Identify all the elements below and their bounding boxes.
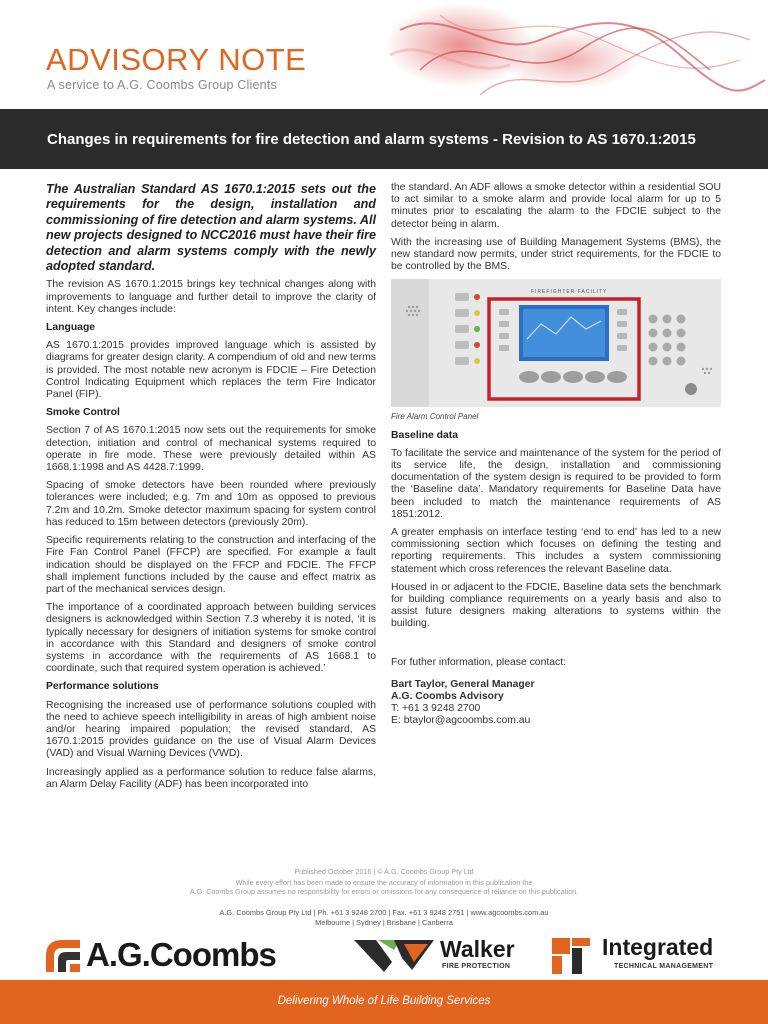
integrated-wordmark: Integrated — [602, 934, 714, 960]
contact-intro: For futher information, please contact: — [391, 656, 566, 668]
image-caption: Fire Alarm Control Panel — [391, 412, 479, 422]
paragraph: Specific requirements relating to the construction and interfacing of the Fire Fan Control Panel (FFCP) are specified. For example a fault indication should be displayed on the FFCP and FDCIE. The FFCP shall implement functions included by the cause and effect matrix as part of the mechanical services design. — [46, 535, 376, 595]
walker-mark-icon — [354, 940, 434, 972]
headline: Changes in requirements for fire detection and alarm systems - Revision to AS 1670.1:2015 — [47, 131, 696, 148]
walker-subtitle: FIRE PROTECTION — [442, 963, 511, 970]
contact-company: A.G. Coombs Advisory — [391, 691, 504, 703]
integrated-mark-icon — [552, 938, 592, 974]
right-column — [391, 182, 721, 728]
paragraph: the standard. An ADF allows a smoke detector within a residential SOU to act similar to a smoke alarm and provide local alarm for up to 5 minutes prior to escalating the alarm to the FDCIE subject to the detector being in alarm. — [391, 182, 721, 230]
section-heading-smoke-control: Smoke Control — [46, 407, 120, 419]
contact-name: Bart Taylor, General Manager — [391, 678, 535, 690]
integrated-subtitle: TECHNICAL MANAGEMENT — [614, 963, 714, 970]
ag-coombs-logo — [46, 936, 326, 974]
footer-disclaimer-line2: A.G. Coombs Group assumes no responsibility for errors or omissions for any consequence of reliance on this publication. — [189, 887, 579, 896]
fire-panel-illustration — [391, 279, 721, 407]
paragraph: Recognising the increased use of performance solutions coupled with the need to achieve speech intelligibility in areas of high ambient noise and/or hearing impaired population; the revised standard, AS 1670.1:2015 provides guidance on the use of Visual Alarm Devices (VAD) and Visual Warning Devices (VWD). — [46, 699, 376, 760]
paragraph: The revision AS 1670.1:2015 brings key technical changes along with improvements to language and further detail to improve the clarity of intent. Key changes include: — [46, 279, 376, 315]
walker-logo — [354, 938, 524, 974]
fire-panel-photo — [391, 279, 721, 407]
coombs-wordmark: A.G.Coombs — [86, 936, 276, 973]
left-column — [46, 182, 376, 797]
coombs-mark-icon — [46, 940, 80, 972]
footer-cities: Melbourne | Sydney | Brisbane | Canberra — [315, 918, 453, 927]
paragraph: Spacing of smoke detectors have been rounded where previously tolerances were included; e.g. 7m and 10m as opposed to previous 7.2m and 10.2m. Smoke detector maximum spacing for system control has reduced to 15m between detectors (previously 20m). — [46, 480, 376, 528]
paragraph: To facilitate the service and maintenance of the system for the period of its service life, the design, installation and commissioning documentation of the system design is required to be provided to form the ‘Baseline data’. Mandatory requirements for Baseline Data have been included to match the maintenance requirements of AS 1851:2012. — [391, 447, 721, 520]
footer-published: Published October 2016 | © A.G. Coombs Group Pty Ltd — [294, 867, 474, 876]
footer-tagline: Delivering Whole of Life Building Services — [277, 995, 491, 1007]
intro-paragraph: The Australian Standard AS 1670.1:2015 sets out the requirements for the design, installation and commissioning of fire detection and alarm systems. All new projects designed to NCC2016 must have their fire detection and alarm systems comply with the newly adopted standard. — [46, 182, 376, 274]
contact-email[interactable]: E: btaylor@agcoombs.com.au — [391, 715, 531, 727]
paragraph: Section 7 of AS 1670.1:2015 now sets out the requirements for smoke detection, initiation and control of mechanical systems required to operate in fire mode. These were previously detailed within AS 1668.1:1998 and AS 4428.7:1999. — [46, 425, 376, 474]
page-title: ADVISORY NOTE — [46, 42, 307, 77]
smoke-graphic — [380, 0, 768, 108]
contact-phone: T: +61 3 9248 2700 — [391, 703, 481, 715]
footer-disclaimer-line1: While every effort has been made to ensure the accuracy of information in this publication the — [235, 878, 533, 887]
section-heading-baseline: Baseline data — [391, 429, 458, 441]
page-subtitle: A service to A.G. Coombs Group Clients — [47, 78, 277, 92]
contact-block — [391, 657, 721, 728]
paragraph: AS 1670.1:2015 provides improved language which is assisted by diagrams for greater design clarity. A compendium of old and new terms is provided. The most notable new acronym is FDCIE – Fire Detection Control Indicating Equipment which replaces the term Fire Indicator Panel (FIP). — [46, 340, 376, 401]
paragraph: A greater emphasis on interface testing ‘end to end’ has led to a new commissioning section which focuses on defining the testing and reporting requirements. This includes a system commissioning statement which cross references the relevant Baseline data. — [391, 527, 721, 575]
section-heading-performance: Performance solutions — [46, 681, 159, 693]
paragraph: With the increasing use of Building Management Systems (BMS), the new standard now permits, under strict requirements, for the FDCIE to be controlled by the BMS. — [391, 236, 721, 273]
integrated-logo — [552, 934, 728, 974]
panel-label: FIREFIGHTER FACILITY — [531, 289, 608, 296]
paragraph: Increasingly applied as a performance solution to reduce false alarms, an Alarm Delay Facility (ADF) has been incorporated into — [46, 766, 376, 790]
section-heading-language: Language — [46, 322, 96, 334]
paragraph: The importance of a coordinated approach between building services designers is acknowledged within Section 7.3 whereby it is noted, ‘it is typically necessary for designers of initiation systems for smoke control in accordance with this Standard and designers of smoke control systems in accordance with the requirements of AS 1668.1 to coordinate, such that required system operation is achieved.’ — [46, 602, 376, 675]
walker-wordmark: Walker — [440, 936, 515, 962]
footer-address: A.G. Coombs Group Pty Ltd | Ph. +61 3 9248 2700 | Fax. +61 3 9248 2751 | www.agcoombs.com.au — [219, 908, 549, 917]
paragraph: Housed in or adjacent to the FDCIE, Baseline data sets the benchmark for building compliance requirements on a yearly basis and also to assist future designers making alterations to systems within the building. — [391, 581, 721, 630]
